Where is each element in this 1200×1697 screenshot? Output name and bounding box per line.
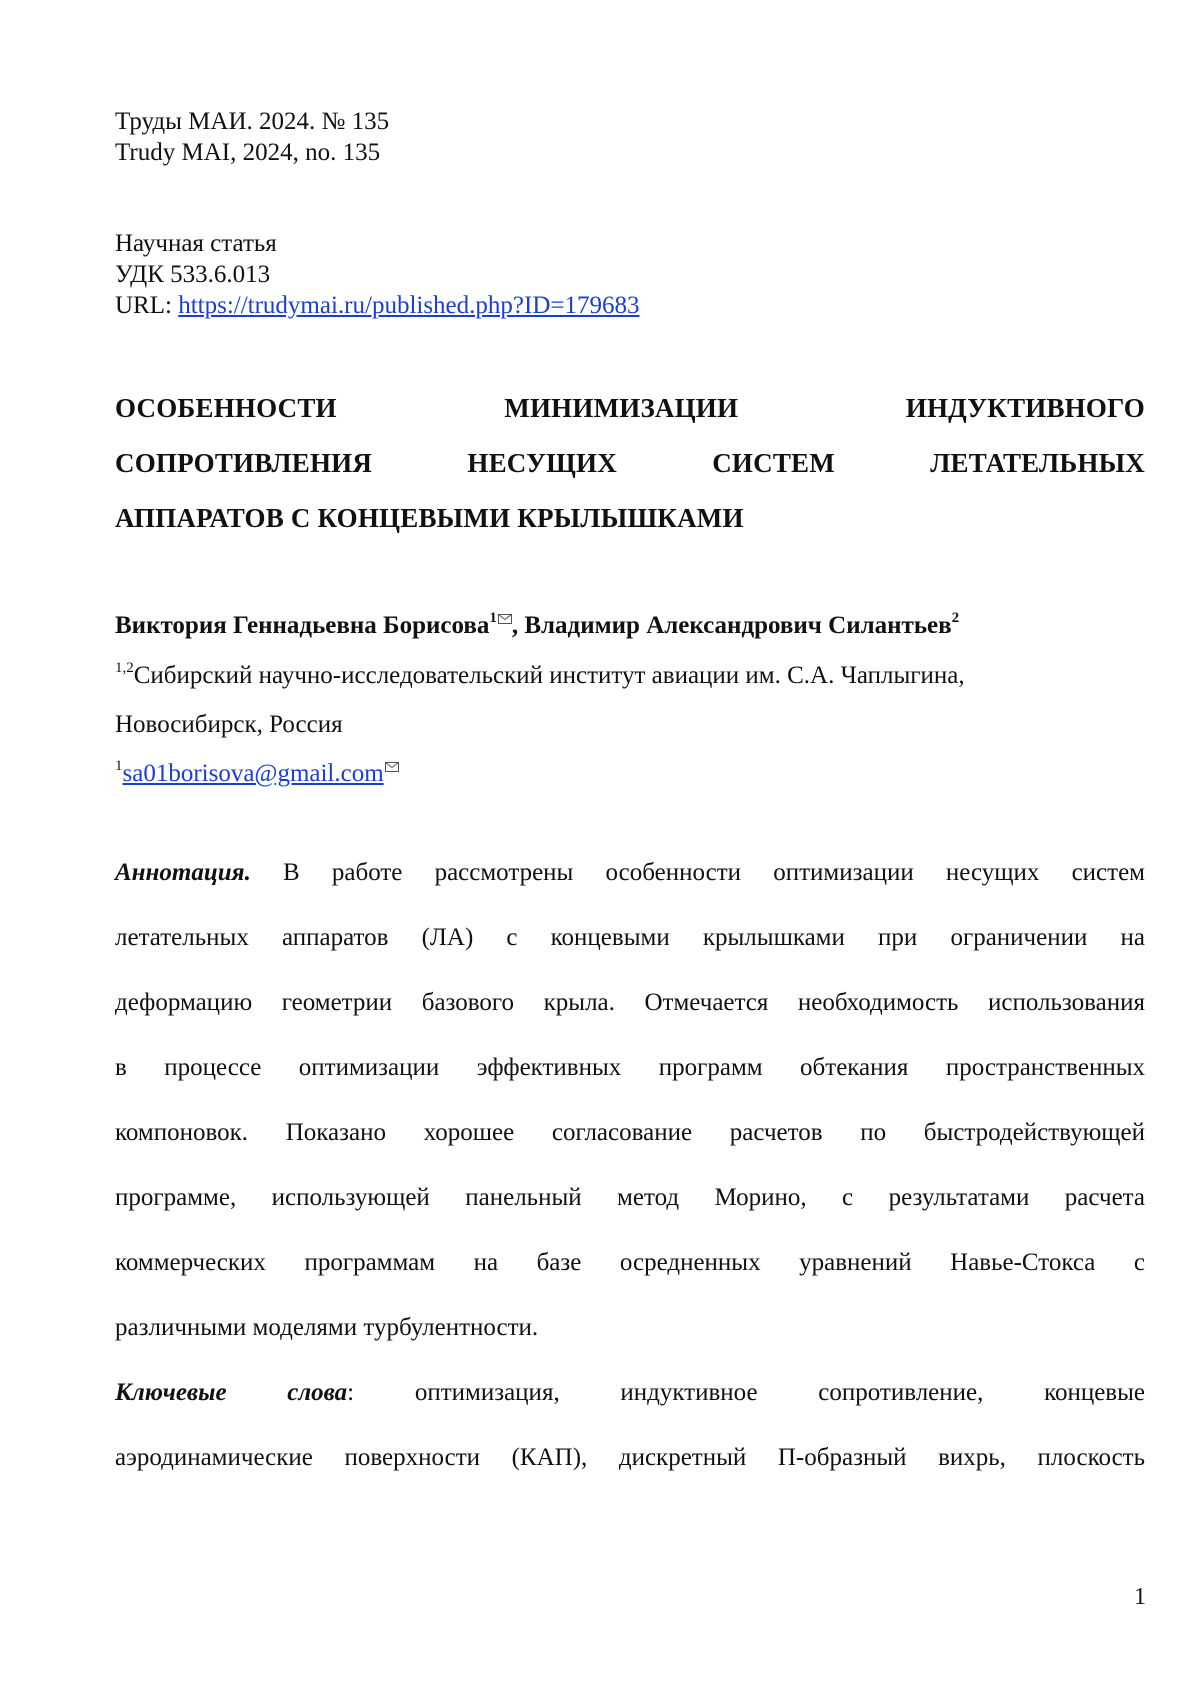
affiliation-text: Сибирский научно-исследовательский институт авиации им. С.А. Чаплыгина, xyxy=(133,662,965,689)
abstract-line: коммерческих программам на базе осредненных уравнений Навье-Стокса с xyxy=(115,1249,1145,1276)
title-word: СИСТЕМ xyxy=(712,448,835,478)
affiliation-sup: 1,2 xyxy=(115,659,134,676)
abstract-line: программе, использующей панельный метод Морино, с результатами расчета xyxy=(115,1184,1145,1211)
affiliation-line-1 xyxy=(115,660,965,692)
author-separator: , xyxy=(511,612,525,639)
abstract-line: летательных аппаратов (ЛА) с концевыми крылышками при ограничении на xyxy=(115,924,1145,951)
article-type: Научная статья xyxy=(115,230,277,257)
title-line-2 xyxy=(115,447,1145,479)
title-word: НЕСУЩИХ xyxy=(467,448,617,478)
abstract-line: различными моделями турбулентности. xyxy=(115,1314,539,1341)
authors xyxy=(115,610,959,642)
author-2: Владимир Александрович Силантьев xyxy=(524,612,952,639)
keywords-label: Ключевые слова xyxy=(115,1379,348,1406)
abstract-line: в процессе оптимизации эффективных программ обтекания пространственных xyxy=(115,1054,1145,1081)
keywords-line xyxy=(115,1377,1145,1409)
udc-code: УДК 533.6.013 xyxy=(115,261,271,288)
title-word: МИНИМИЗАЦИИ xyxy=(504,393,739,423)
affiliation-line-2: Новосибирск, Россия xyxy=(115,711,343,738)
email-line xyxy=(115,758,399,790)
email-link[interactable]: sa01borisova@gmail.com xyxy=(122,760,384,787)
journal-ru: Труды МАИ. 2024. № 135 xyxy=(115,108,390,135)
url-label: URL: xyxy=(115,292,179,319)
author-2-sup: 2 xyxy=(951,609,960,626)
keywords-colon: : xyxy=(347,1379,355,1406)
title-word: ЛЕТАТЕЛЬНЫХ xyxy=(930,448,1145,478)
abstract-text: В работе рассмотрены особенности оптимизации несущих систем xyxy=(283,859,1145,886)
abstract-line xyxy=(115,857,1145,889)
abstract-line: компоновок. Показано хорошее согласование расчетов по быстродействующей xyxy=(115,1119,1145,1146)
article-url-link[interactable]: https://trudymai.ru/published.php?ID=179683 xyxy=(178,292,640,319)
title-line-1 xyxy=(115,392,1145,424)
author-1-sup: 1 xyxy=(489,609,497,626)
author-1: Виктория Геннадьевна Борисова xyxy=(115,612,490,639)
keywords-text: оптимизация, индуктивное сопротивление, концевые xyxy=(414,1379,1145,1406)
page-number: 1 xyxy=(1134,1584,1146,1610)
title-word: ОСОБЕННОСТИ xyxy=(115,393,337,423)
keywords-line: аэродинамические поверхности (КАП), дискретный П-образный вихрь, плоскость xyxy=(115,1444,1145,1471)
abstract-line: деформацию геометрии базового крыла. Отмечается необходимость использования xyxy=(115,989,1145,1016)
title-word: СОПРОТИВЛЕНИЯ xyxy=(115,448,373,478)
url-line xyxy=(115,290,639,322)
envelope-icon xyxy=(385,762,399,772)
journal-en: Trudy MAI, 2024, no. 135 xyxy=(115,139,381,166)
email-sup: 1 xyxy=(115,757,123,774)
title-word: ИНДУКТИВНОГО xyxy=(905,393,1145,423)
abstract-label: Аннотация. xyxy=(115,859,251,886)
envelope-icon xyxy=(498,614,512,624)
title-line-3: АППАРАТОВ С КОНЦЕВЫМИ КРЫЛЫШКАМИ xyxy=(115,503,744,533)
